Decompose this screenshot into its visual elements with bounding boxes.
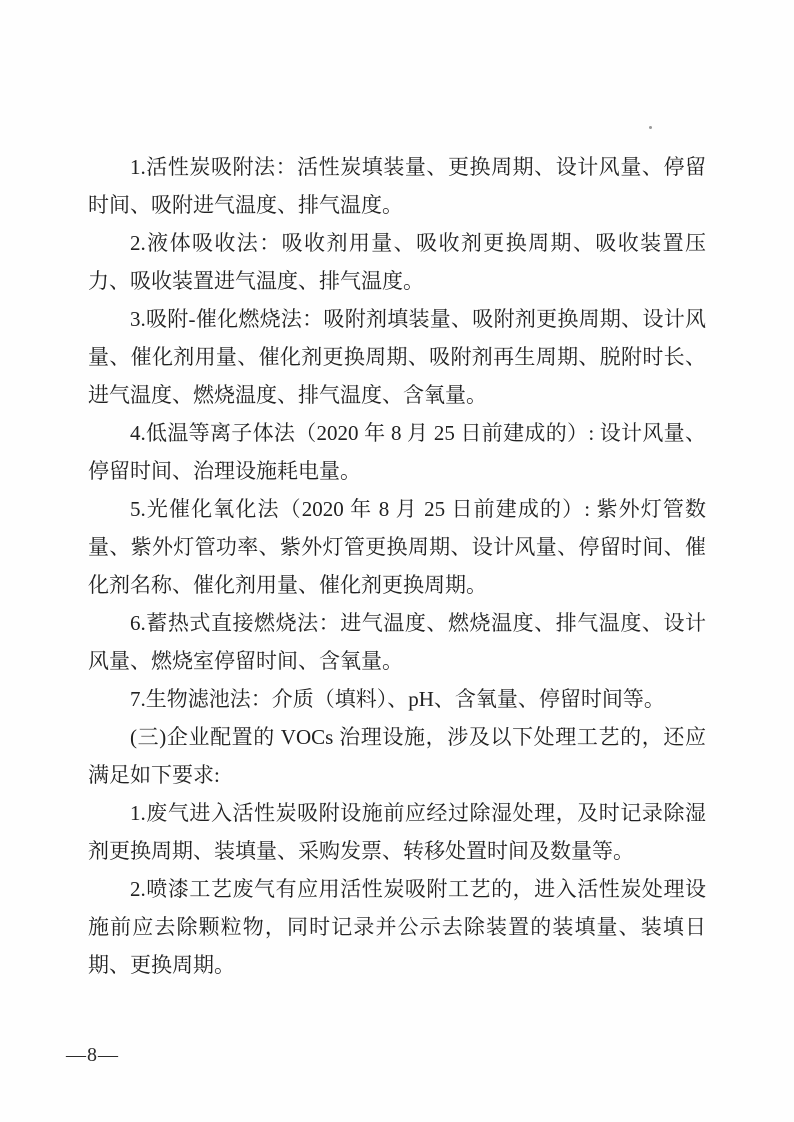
paragraph-method-7-biofilter: 7.生物滤池法：介质（填料）、pH、含氧量、停留时间等。 [130, 687, 665, 711]
paragraph-method-3-adsorption-catalytic-combustion: 3.吸附-催化燃烧法：吸附剂填装量、吸附剂更换周期、设计风量、催化剂用量、催化剂更换周期、吸附剂再生周期、脱附时长、进气温度、燃烧温度、排气温度、含氧量。 [88, 307, 706, 407]
scan-artifact-dot [649, 126, 652, 129]
paragraph-method-1-activated-carbon-adsorption: 1.活性炭吸附法：活性炭填装量、更换周期、设计风量、停留时间、吸附进气温度、排气温度。 [88, 155, 706, 217]
page-number: —8— [66, 1044, 119, 1066]
paragraph-method-2-liquid-absorption: 2.液体吸收法：吸收剂用量、吸收剂更换周期、吸收装置压力、吸收装置进气温度、排气温度。 [88, 231, 706, 293]
paragraph-section-3-heading: (三)企业配置的 VOCs 治理设施，涉及以下处理工艺的，还应满足如下要求: [88, 725, 706, 787]
paragraph-method-6-regenerative-direct-combustion: 6.蓄热式直接燃烧法：进气温度、燃烧温度、排气温度、设计风量、燃烧室停留时间、含氧量。 [88, 611, 706, 673]
document-body [88, 148, 706, 984]
paragraph-requirement-1-dehumidification: 1.废气进入活性炭吸附设施前应经过除湿处理，及时记录除湿剂更换周期、装填量、采购发票、转移处置时间及数量等。 [88, 801, 706, 863]
paragraph-requirement-2-spray-paint-particulates: 2.喷漆工艺废气有应用活性炭吸附工艺的，进入活性炭处理设施前应去除颗粒物，同时记录并公示去除装置的装填量、装填日期、更换周期。 [88, 877, 706, 977]
paragraph-method-5-photocatalytic-oxidation: 5.光催化氧化法（2020 年 8 月 25 日前建成的）: 紫外灯管数量、紫外灯管功率、紫外灯管更换周期、设计风量、停留时间、催化剂名称、催化剂用量、催化剂更换周期。 [88, 497, 706, 597]
paragraph-method-4-low-temperature-plasma: 4.低温等离子体法（2020 年 8 月 25 日前建成的）: 设计风量、停留时间、治理设施耗电量。 [88, 421, 706, 483]
